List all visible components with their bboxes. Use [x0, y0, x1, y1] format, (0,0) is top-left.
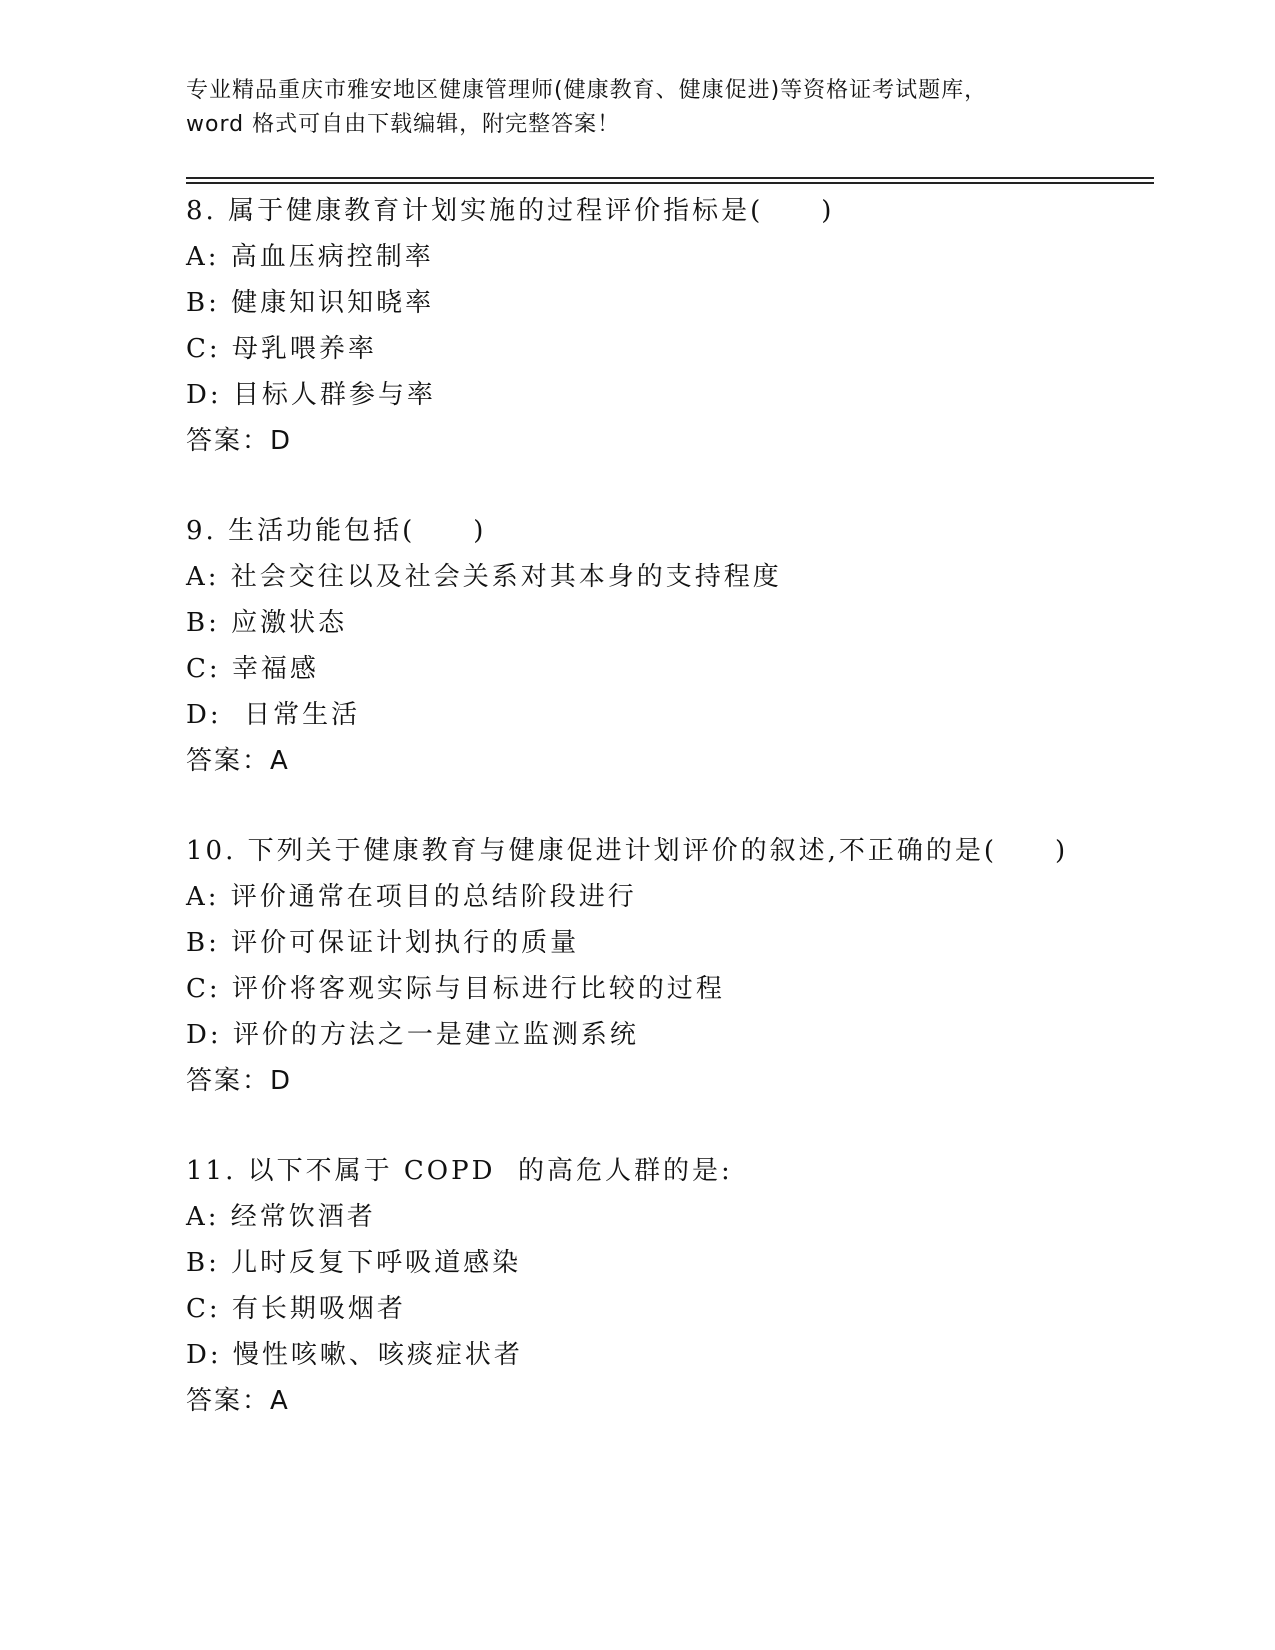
option-c: C: 母乳喂养率 — [186, 334, 377, 364]
question-10 — [186, 828, 1146, 1148]
option-a: A: 社会交往以及社会关系对其本身的支持程度 — [186, 562, 782, 592]
question-stem: 11. 以下不属于 COPD 的高危人群的是: — [186, 1156, 733, 1186]
option-d: D: 目标人群参与率 — [186, 380, 436, 410]
answer-line: 答案：A — [186, 746, 290, 776]
question-stem: 9. 生活功能包括( ) — [186, 516, 487, 546]
answer-line: 答案：D — [186, 1066, 293, 1096]
option-d: D: 慢性咳嗽、咳痰症状者 — [186, 1340, 523, 1370]
option-b: B: 儿时反复下呼吸道感染 — [186, 1248, 522, 1278]
option-d: D: 日常生活 — [186, 700, 361, 730]
option-c: C: 评价将客观实际与目标进行比较的过程 — [186, 974, 725, 1004]
question-9 — [186, 508, 1146, 828]
option-a: A: 经常饮酒者 — [186, 1202, 376, 1232]
header-line-2: word 格式可自由下载编辑，附完整答案！ — [186, 112, 621, 137]
question-8 — [186, 188, 1146, 508]
option-d: D: 评价的方法之一是建立监测系统 — [186, 1020, 639, 1050]
question-stem: 8. 属于健康教育计划实施的过程评价指标是( ) — [186, 196, 835, 226]
header-divider-bottom — [186, 182, 1154, 184]
option-c: C: 幸福感 — [186, 654, 319, 684]
option-b: B: 应激状态 — [186, 608, 348, 638]
option-b: B: 健康知识知晓率 — [186, 288, 435, 318]
question-11 — [186, 1148, 1146, 1468]
option-b: B: 评价可保证计划执行的质量 — [186, 928, 580, 958]
answer-line: 答案：D — [186, 426, 293, 456]
header-divider-top — [186, 177, 1154, 179]
option-c: C: 有长期吸烟者 — [186, 1294, 406, 1324]
option-a: A: 评价通常在项目的总结阶段进行 — [186, 882, 637, 912]
question-list — [186, 188, 1146, 1468]
document-header — [186, 74, 1086, 142]
answer-line: 答案：A — [186, 1386, 290, 1416]
header-line-1: 专业精品重庆市雅安地区健康管理师(健康教育、健康促进)等资格证考试题库， — [186, 78, 988, 103]
question-stem: 10. 下列关于健康教育与健康促进计划评价的叙述,不正确的是( ) — [186, 836, 1069, 866]
option-a: A: 高血压病控制率 — [186, 242, 434, 272]
